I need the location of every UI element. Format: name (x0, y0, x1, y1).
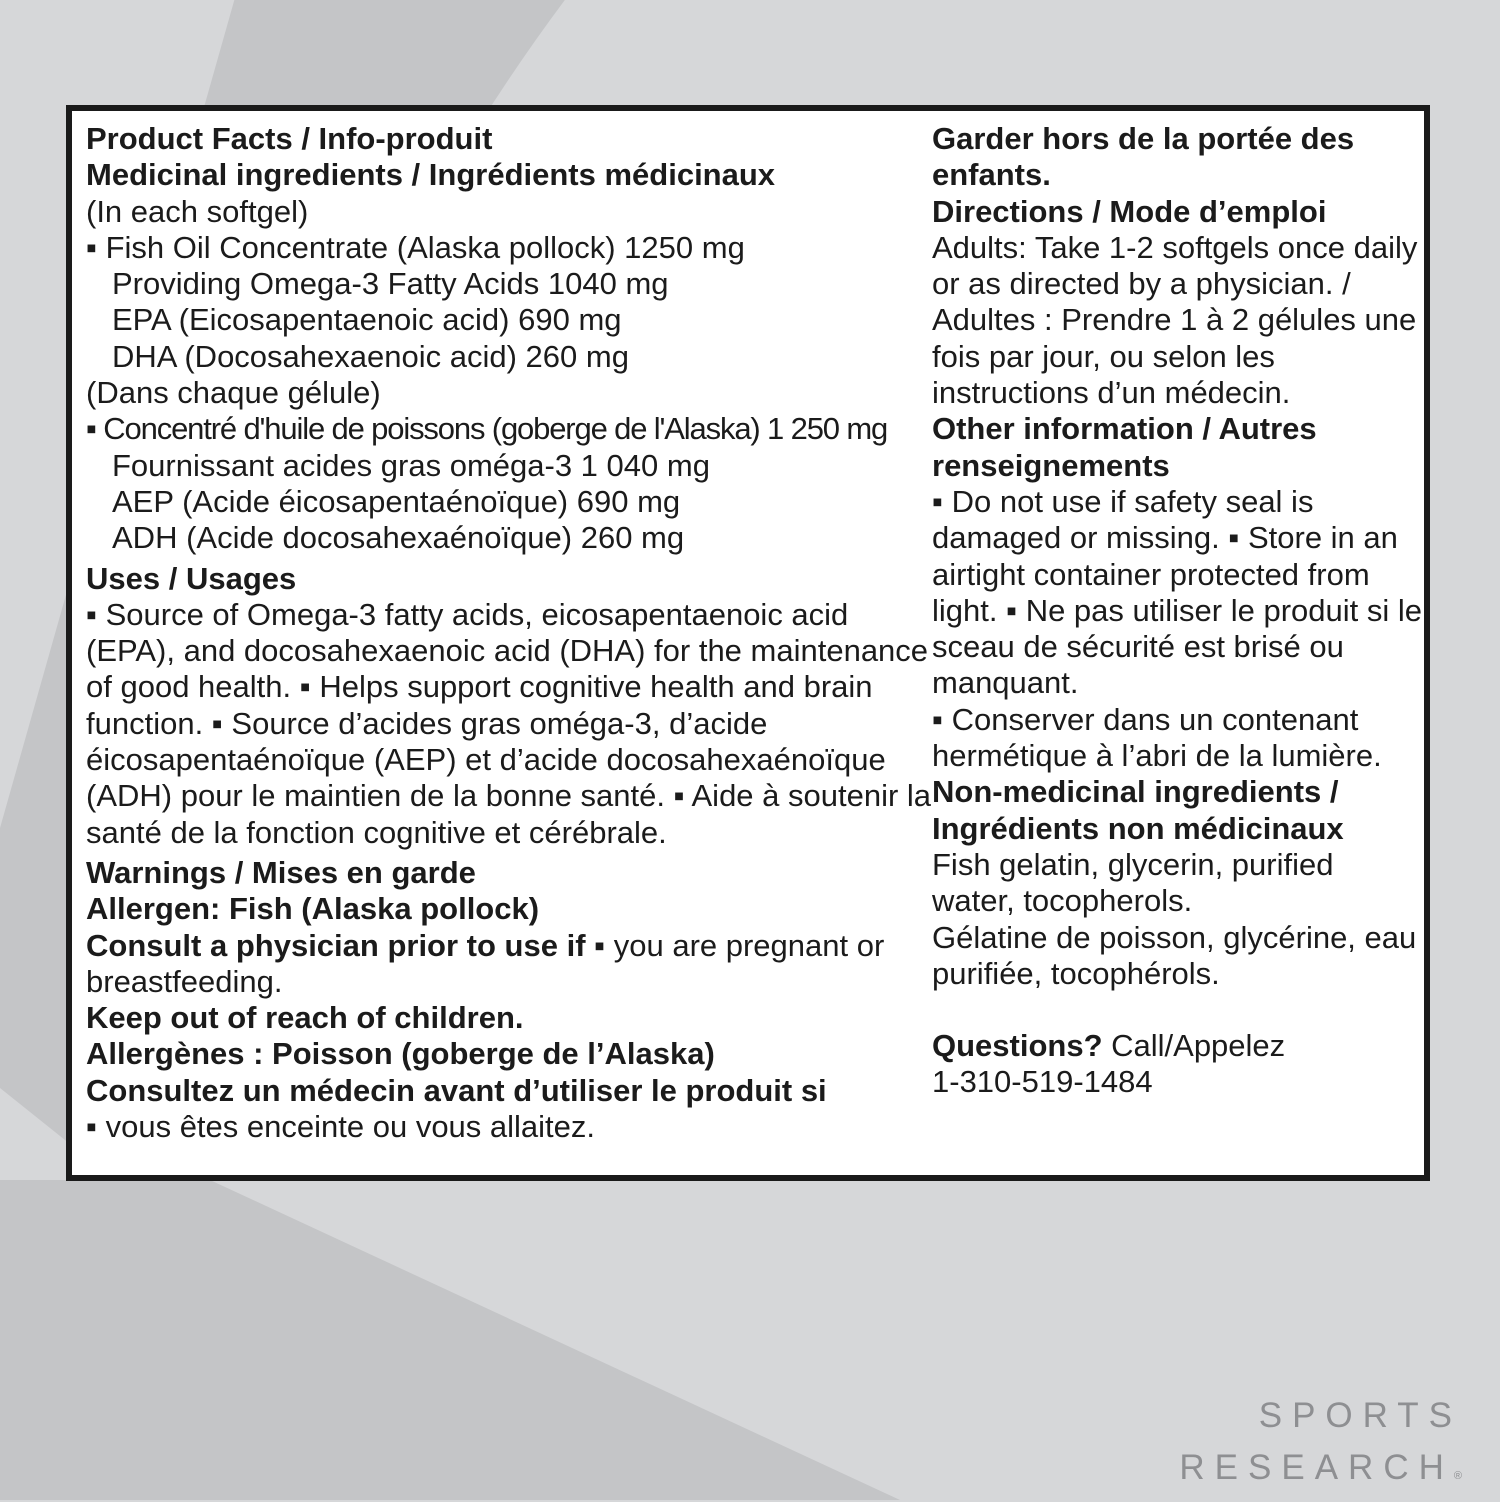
fr-ingredient-aep: AEP (Acide éicosapentaénoïque) 690 mg (112, 483, 681, 519)
right-column (932, 121, 1422, 1101)
non-medicinal-fr: Gélatine de poisson, glycérine, eau purifiée, tocophérols. (932, 919, 1417, 991)
questions-label: Questions? (932, 1028, 1103, 1064)
questions-call: Call/Appelez (1102, 1028, 1286, 1064)
registered-mark: ® (1453, 1470, 1462, 1482)
consult-fr-label: Consultez un médecin avant d’utiliser le produit si (86, 1072, 827, 1108)
directions-text: Adults: Take 1-2 softgels once daily or as directed by a physician. / Adultes : Prendre 1 à 2 gélules une fois par jour, ou selon les instructions d’un médecin. (932, 229, 1418, 411)
uses-heading: Uses / Usages (86, 560, 297, 596)
en-ingredient-dha: DHA (Docosahexaenoic acid) 260 mg (112, 338, 629, 374)
other-information-heading: Other information / Autres renseignements (932, 411, 1317, 483)
product-facts-panel (66, 105, 1430, 1181)
phone-number: 1-310-519-1484 (932, 1064, 1153, 1100)
brand-line-2-text: RESEARCH (1179, 1448, 1454, 1487)
en-ingredient-fish-oil: ▪ Fish Oil Concentrate (Alaska pollock) 1250 mg (86, 229, 745, 265)
non-medicinal-en: Fish gelatin, glycerin, purified water, tocopherols. (932, 846, 1334, 919)
fr-ingredient-fish-oil: ▪ Concentré d'huile de poissons (goberge de l'Alaska) 1 250 mg (86, 411, 888, 447)
fr-ingredient-adh: ADH (Acide docosahexaénoïque) 260 mg (112, 520, 685, 556)
brand-logo (1179, 1390, 1462, 1502)
en-serving-note: (In each softgel) (86, 193, 309, 229)
consult-fr-text: ▪ vous êtes enceinte ou vous allaitez. (86, 1109, 596, 1145)
keep-out-en: Keep out of reach of children. (86, 1000, 524, 1036)
left-column (86, 121, 936, 1145)
directions-heading: Directions / Mode d’emploi (932, 193, 1327, 229)
spacer (932, 992, 1422, 1028)
brand-line-2 (1179, 1442, 1462, 1502)
fr-ingredient-omega3: Fournissant acides gras oméga-3 1 040 mg (112, 447, 710, 483)
fr-serving-note: (Dans chaque gélule) (86, 375, 381, 411)
medicinal-ingredients-heading: Medicinal ingredients / Ingrédients médicinaux (86, 157, 776, 193)
uses-text: ▪ Source of Omega-3 fatty acids, eicosapentaenoic acid (EPA), and docosahexaenoic acid (DHA) for the maintenance of good health. ▪ Helps support cognitive health and brain function. ▪ Source d’acides gras oméga-3, d’acide éicosapentaénoïque (AEP) et d’acide docosahexaénoïque (ADH) pour le maintien de la bonne santé. ▪ Aide à soutenir la santé de la fonction cognitive et cérébrale. (86, 596, 932, 850)
en-ingredient-epa: EPA (Eicosapentaenoic acid) 690 mg (112, 302, 622, 338)
other-information-text-fr: ▪ Conserver dans un contenant hermétique à l’abri de la lumière. (932, 701, 1382, 774)
questions-line (932, 1028, 1422, 1064)
warnings-heading: Warnings / Mises en garde (86, 854, 476, 890)
en-ingredient-omega3: Providing Omega-3 Fatty Acids 1040 mg (112, 266, 669, 302)
consult-en-text: ▪ you are pregnant or breastfeeding. (86, 927, 885, 999)
consult-en (86, 928, 936, 1001)
allergen-fr: Allergènes : Poisson (goberge de l’Alaska) (86, 1036, 715, 1072)
background-diagonal-shape (0, 1180, 900, 1500)
keep-out-fr: Garder hors de la portée des enfants. (932, 121, 1355, 193)
non-medicinal-heading: Non-medicinal ingredients / Ingrédients non médicinaux (932, 774, 1344, 846)
consult-en-label: Consult a physician prior to use if (86, 927, 586, 963)
other-information-text-en: ▪ Do not use if safety seal is damaged or missing. ▪ Store in an airtight container protected from light. ▪ Ne pas utiliser le produit si le sceau de sécurité est brisé ou manquant. (932, 483, 1422, 701)
product-facts-heading: Product Facts / Info-produit (86, 121, 493, 156)
brand-line-1: SPORTS (1258, 1396, 1462, 1435)
allergen-en: Allergen: Fish (Alaska pollock) (86, 891, 540, 927)
